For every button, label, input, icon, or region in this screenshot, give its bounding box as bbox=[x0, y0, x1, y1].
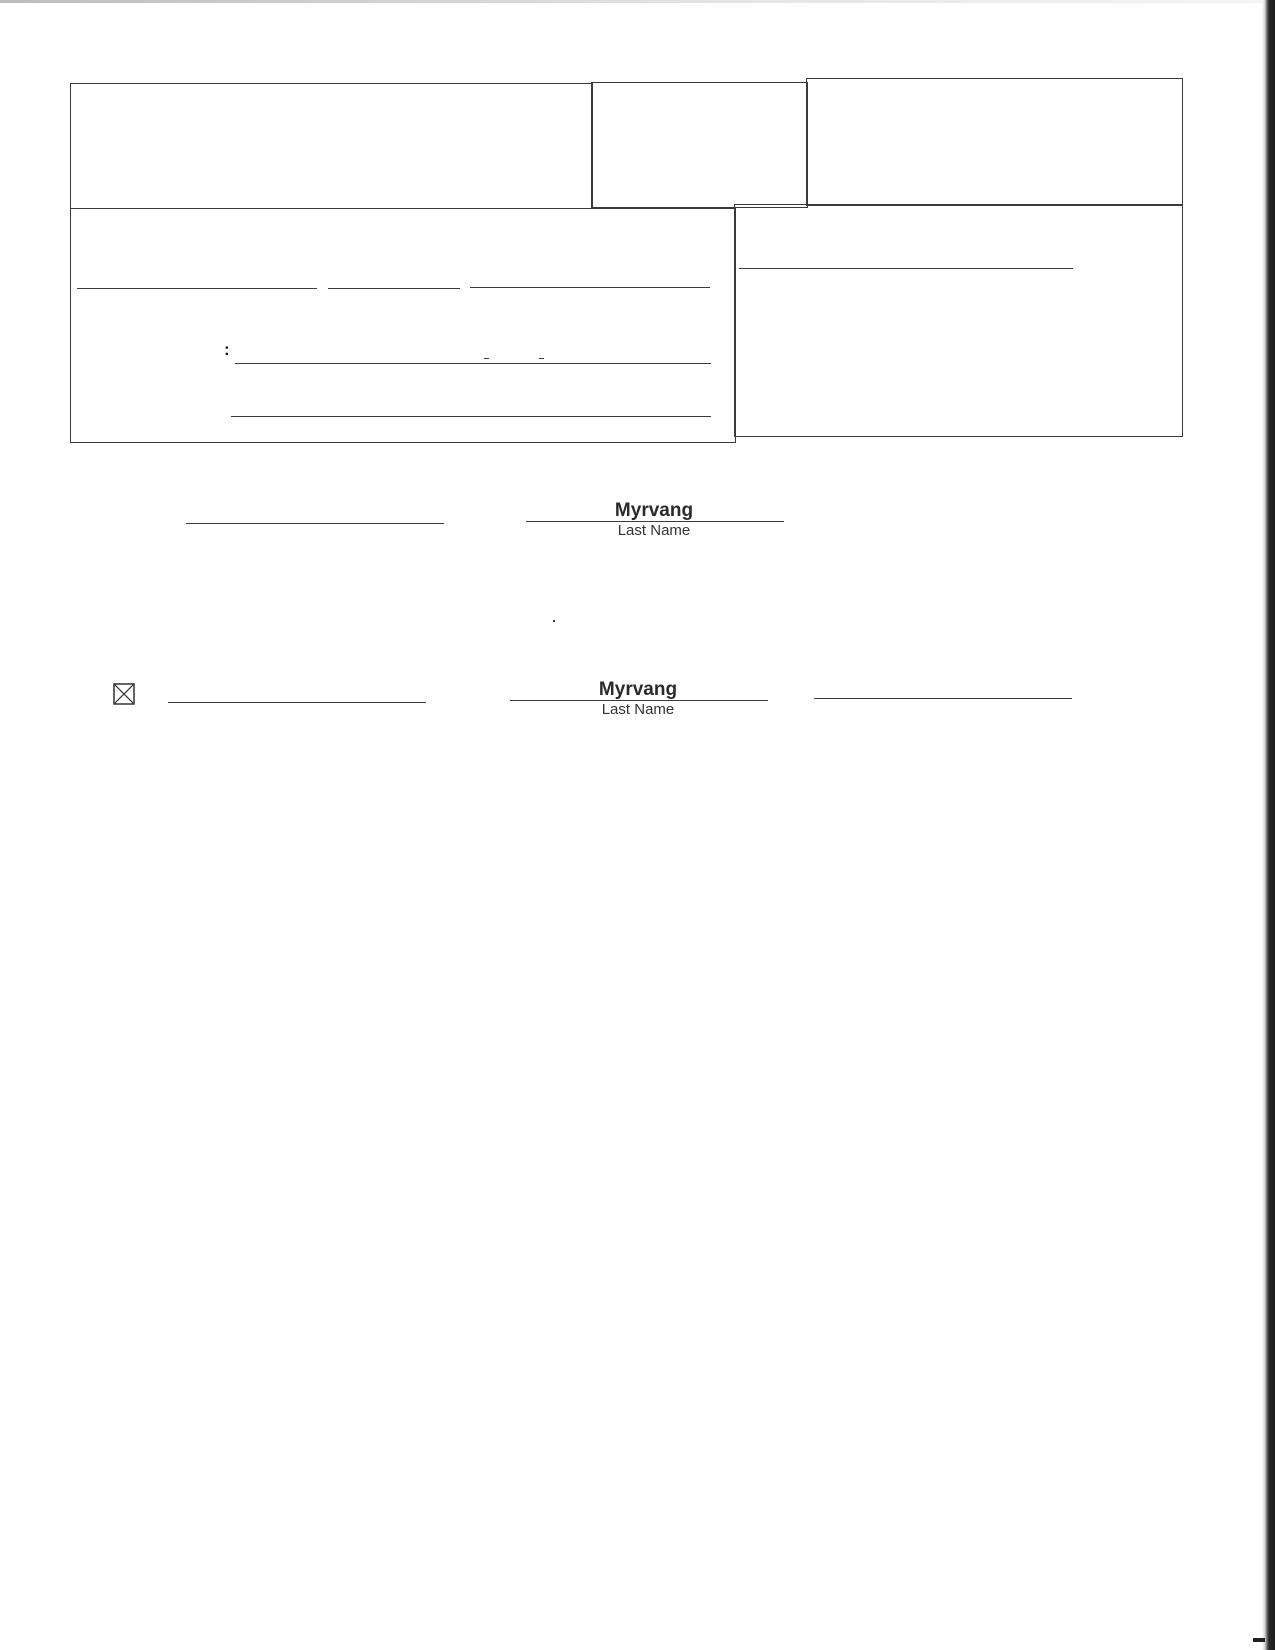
blank-field-4[interactable] bbox=[235, 363, 711, 364]
blank-field-5[interactable] bbox=[231, 416, 711, 417]
last-name-value: Myrvang bbox=[614, 500, 694, 521]
header-box-middle bbox=[591, 82, 808, 208]
scan-mark bbox=[1253, 1638, 1265, 1642]
co-applicant-checkbox[interactable] bbox=[113, 683, 135, 705]
header-box-right bbox=[806, 78, 1183, 206]
stray-dot bbox=[553, 620, 555, 622]
first-name-line[interactable] bbox=[186, 523, 444, 524]
dash-mark-1 bbox=[484, 358, 489, 359]
field-colon: : bbox=[224, 340, 230, 359]
co-last-name-value: Myrvang bbox=[598, 679, 678, 700]
last-name-caption: Last Name bbox=[617, 522, 691, 539]
blank-field-6[interactable] bbox=[739, 268, 1073, 269]
co-first-name-line[interactable] bbox=[168, 702, 426, 703]
blank-field-3[interactable] bbox=[470, 287, 710, 288]
scan-edge-top bbox=[0, 0, 1275, 3]
co-third-field-line[interactable] bbox=[814, 698, 1072, 699]
header-box-left bbox=[70, 83, 593, 209]
details-box-right bbox=[734, 204, 1183, 437]
dash-mark-2 bbox=[539, 358, 544, 359]
co-last-name-caption: Last Name bbox=[601, 701, 675, 718]
blank-field-1[interactable] bbox=[77, 288, 317, 289]
blank-field-2[interactable] bbox=[328, 288, 460, 289]
details-box-left bbox=[70, 208, 736, 443]
scan-edge-right bbox=[1262, 0, 1275, 1650]
